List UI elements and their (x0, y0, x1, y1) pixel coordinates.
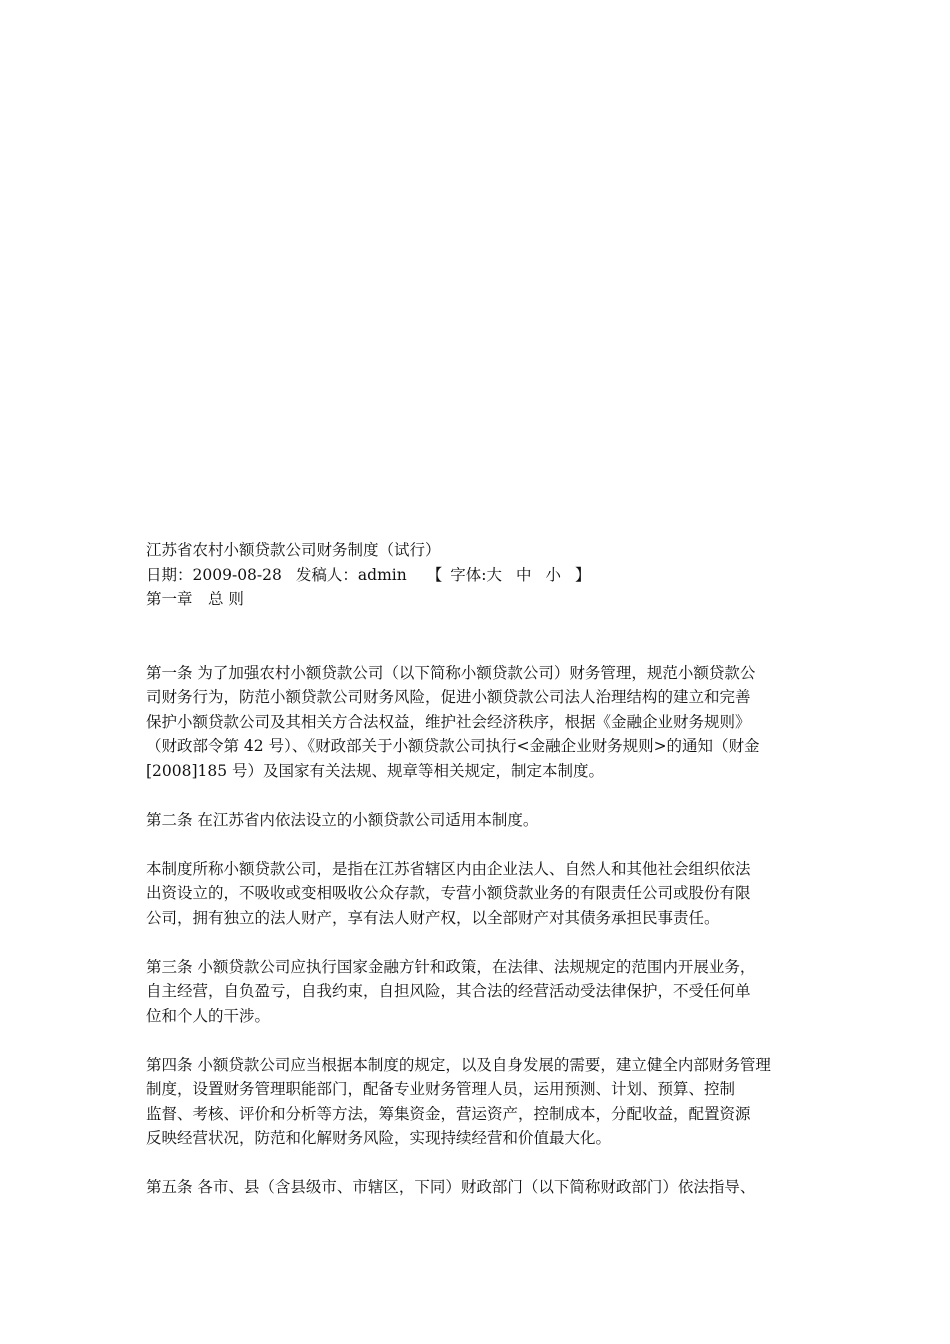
paragraph-line: 第一条 为了加强农村小额贷款公司（以下简称小额贷款公司）财务管理，规范小额贷款公 (146, 663, 756, 682)
font-size-small-link[interactable]: 小 (545, 565, 562, 584)
paragraph-article-5 (146, 1175, 810, 1200)
paragraph-line: 保护小额贷款公司及其相关方合法权益，维护社会经济秩序，根据《金融企业财务规则》 (146, 712, 751, 731)
paragraph-line: 反映经营状况，防范和化解财务风险，实现持续经营和价值最大化。 (146, 1129, 612, 1147)
paragraph-article-3 (146, 955, 810, 1029)
document-title: 江苏省农村小额贷款公司财务制度（试行） (146, 541, 441, 559)
paragraph-line: 第四条 小额贷款公司应当根据本制度的规定，以及自身发展的需要，建立健全内部财务管理 (146, 1055, 771, 1074)
paragraph-line: 位和个人的干涉。 (146, 1006, 271, 1025)
paragraph-article-4 (146, 1053, 810, 1151)
paragraph-definition (146, 857, 810, 931)
paragraph-article-1 (146, 661, 810, 784)
document-meta (146, 563, 810, 588)
font-size-close-bracket: 】 (575, 565, 591, 584)
author-label: 发稿人： (295, 565, 358, 584)
chapter-heading: 第一章 总 则 (146, 590, 244, 608)
date-value: 2009-08-28 (192, 565, 282, 584)
document-body (146, 538, 810, 1200)
paragraph-line: 本制度所称小额贷款公司，是指在江苏省辖区内由企业法人、自然人和其他社会组织依法 (146, 859, 751, 878)
date-label: 日期： (146, 565, 193, 584)
font-size-large-link[interactable]: 大 (486, 565, 502, 584)
paragraph-line: 制度，设置财务管理职能部门，配备专业财务管理人员，运用预测、计划、预算、控制 (146, 1080, 736, 1098)
paragraph-line: 出资设立的，不吸收或变相吸收公众存款，专营小额贷款业务的有限责任公司或股份有限 (146, 884, 751, 902)
paragraph-line: 公司，拥有独立的法人财产，享有法人财产权，以全部财产对其债务承担民事责任。 (146, 908, 720, 927)
paragraph-line: （财政部令第 42 号）、《财政部关于小额贷款公司执行<金融企业财务规则>的通知（财金 (146, 737, 760, 755)
paragraph-line: 第三条 小额贷款公司应执行国家金融方针和政策，在法律、法规规定的范围内开展业务， (146, 957, 756, 976)
paragraph-line: 监督、考核、评价和分析等方法，筹集资金，营运资产，控制成本，分配收益，配置资源 (146, 1104, 751, 1123)
paragraph-line: 第二条 在江苏省内依法设立的小额贷款公司适用本制度。 (146, 810, 539, 829)
paragraph-line: 司财务行为，防范小额贷款公司财务风险，促进小额贷款公司法人治理结构的建立和完善 (146, 688, 751, 706)
paragraph-line: 第五条 各市、县（含县级市、市辖区，下同）财政部门（以下简称财政部门）依法指导、 (146, 1178, 756, 1196)
font-size-medium-link[interactable]: 中 (515, 565, 532, 584)
font-size-open-bracket: 【 (426, 565, 443, 584)
paragraph-article-2 (146, 808, 810, 833)
paragraph-line: 自主经营，自负盈亏，自我约束，自担风险，其合法的经营活动受法律保护，不受任何单 (146, 982, 751, 1000)
author-value: admin (357, 565, 407, 584)
font-size-label: 字体: (450, 565, 487, 584)
paragraph-line: [2008]185 号）及国家有关法规、规章等相关规定，制定本制度。 (146, 761, 605, 780)
